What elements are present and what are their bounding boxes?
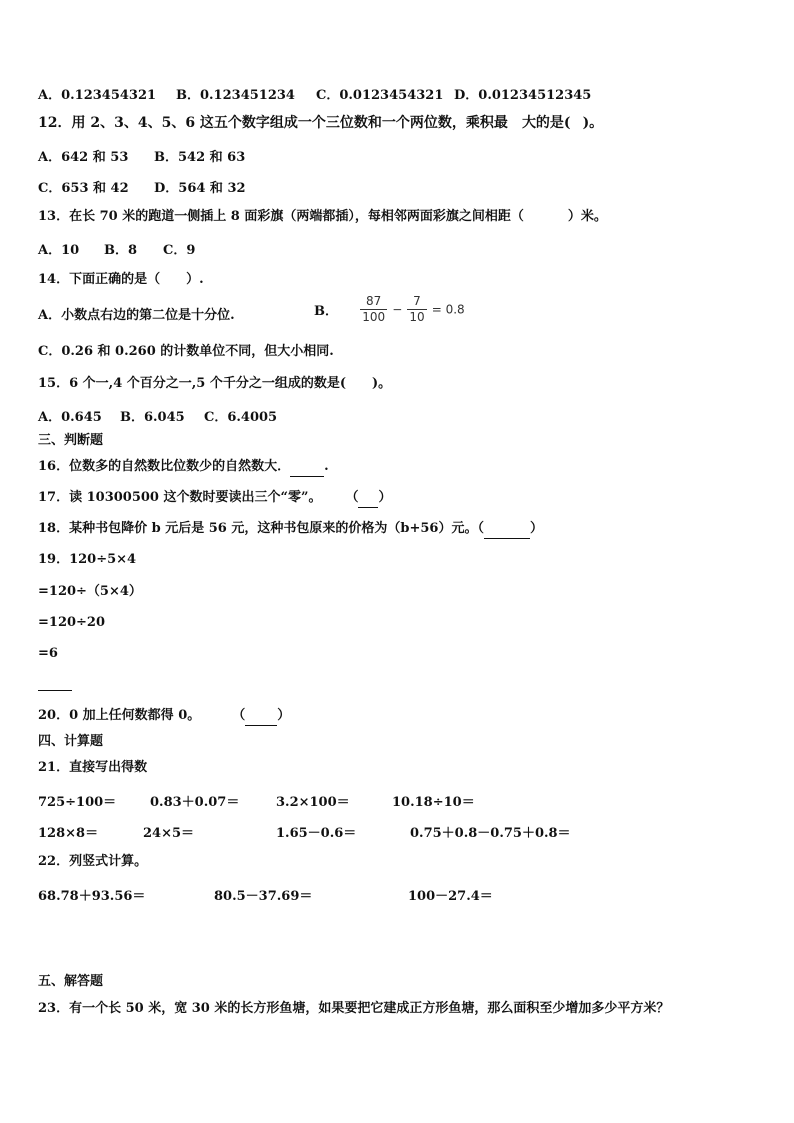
q17-stem — [38, 489, 392, 508]
q21-item: 1.65－0.6＝ — [276, 826, 357, 841]
section-heading-judgment: 三、判断题 — [38, 433, 104, 448]
q13-option-a: A．10 — [38, 243, 80, 258]
q19-line-2: =120÷（5×4） — [38, 584, 142, 599]
q15-option-a: A．0.645 — [38, 410, 102, 425]
answer-blank — [245, 707, 277, 726]
equation-result: = 0.8 — [431, 302, 465, 317]
paren-open: （ — [345, 490, 359, 505]
paren-close: ） — [378, 490, 392, 505]
q16-stem — [38, 458, 329, 477]
q13-stem-end: ）米。 — [567, 209, 607, 224]
fraction-numerator: 7 — [407, 294, 426, 310]
q14-option-b-label: B． — [314, 304, 338, 319]
q15-stem: 15．6 个一,4 个百分之一,5 个千分之一组成的数是( )。 — [38, 376, 392, 391]
q14-stem: 14．下面正确的是（ ）. — [38, 272, 204, 287]
q14-fraction-7-10 — [407, 294, 426, 325]
q11-option-c: C．0.0123454321 — [316, 88, 444, 103]
q20-stem-text: 20．0 加上任何数都得 0。 — [38, 708, 201, 723]
q19-line-4: =6 — [38, 646, 58, 661]
q13-stem-text: 13．在长 70 米的跑道一侧插上 8 面彩旗（两端都插），每相邻两面彩旗之间相距（ — [38, 209, 524, 224]
q12-option-d: D．564 和 32 — [154, 181, 246, 196]
answer-blank — [358, 489, 378, 508]
q21-item: 0.75＋0.8－0.75＋0.8＝ — [410, 826, 571, 841]
q21-item: 725÷100＝ — [38, 795, 117, 810]
q13-option-c: C．9 — [163, 243, 196, 258]
q12-stem-end: )。 — [582, 115, 604, 131]
q21-item: 128×8＝ — [38, 826, 99, 841]
q12-option-a: A．642 和 53 — [38, 150, 129, 165]
q14-fraction-87-100 — [360, 294, 387, 325]
q18-stem-end: ） — [529, 521, 543, 536]
fraction-numerator: 87 — [360, 294, 387, 310]
q13-stem — [38, 208, 607, 226]
q20-stem — [38, 707, 290, 726]
q17-stem-text: 17．读 10300500 这个数时要读出三个“零”。 — [38, 490, 322, 505]
q14-option-b — [314, 294, 465, 325]
q11-option-b: B．0.123451234 — [176, 88, 295, 103]
q12-option-b: B．542 和 63 — [154, 150, 246, 165]
section-heading-calculation: 四、计算题 — [38, 734, 104, 749]
q12-stem-text-2: 大的是( — [521, 115, 571, 131]
answer-blank — [290, 458, 324, 477]
q12-stem — [38, 114, 603, 132]
minus-sign: − — [392, 302, 403, 317]
q13-option-b: B．8 — [104, 243, 138, 258]
q14-option-a: A．小数点右边的第二位是十分位. — [38, 308, 235, 323]
q22-item: 80.5－37.69＝ — [214, 889, 313, 904]
q21-stem: 21．直接写出得数 — [38, 760, 148, 775]
q22-item: 100－27.4＝ — [408, 889, 493, 904]
q12-option-c: C．653 和 42 — [38, 181, 129, 196]
q11-option-d: D．0.01234512345 — [454, 88, 592, 103]
q19-line-3: =120÷20 — [38, 615, 106, 630]
q12-stem-text: 12．用 2、3、4、5、6 这五个数字组成一个三位数和一个两位数，乘积最 — [38, 115, 508, 131]
q19-line-1: 19．120÷5×4 — [38, 552, 137, 567]
q21-item: 24×5＝ — [143, 826, 195, 841]
q14-option-c: C．0.26 和 0.260 的计数单位不同，但大小相同. — [38, 344, 334, 359]
paren-open: （ — [232, 708, 246, 723]
q16-stem-end: . — [324, 459, 329, 474]
section-heading-word-problems: 五、解答题 — [38, 974, 104, 989]
q15-option-b: B．6.045 — [120, 410, 185, 425]
fraction-denominator: 100 — [362, 310, 386, 324]
q18-stem — [38, 520, 543, 539]
q21-item: 0.83＋0.07＝ — [150, 795, 240, 810]
fraction-denominator: 10 — [409, 310, 425, 324]
q22-stem: 22．列竖式计算。 — [38, 854, 148, 869]
q21-item: 3.2×100＝ — [276, 795, 350, 810]
q21-item: 10.18÷10＝ — [392, 795, 475, 810]
q11-option-a: A．0.123454321 — [38, 88, 157, 103]
q23-stem: 23．有一个长 50 米，宽 30 米的长方形鱼塘，如果要把它建成正方形鱼塘，那么面积至少增加多少平方米？ — [38, 1001, 670, 1016]
q16-stem-text: 16．位数多的自然数比位数少的自然数大． — [38, 459, 291, 474]
q18-stem-text: 18．某种书包降价 b 元后是 56 元，这种书包原来的价格为（b+56）元。（ — [38, 521, 484, 536]
q22-item: 68.78＋93.56＝ — [38, 889, 146, 904]
q19-answer-blank — [38, 690, 72, 691]
paren-close: ） — [277, 708, 291, 723]
q15-option-c: C．6.4005 — [204, 410, 278, 425]
answer-blank — [484, 520, 530, 539]
